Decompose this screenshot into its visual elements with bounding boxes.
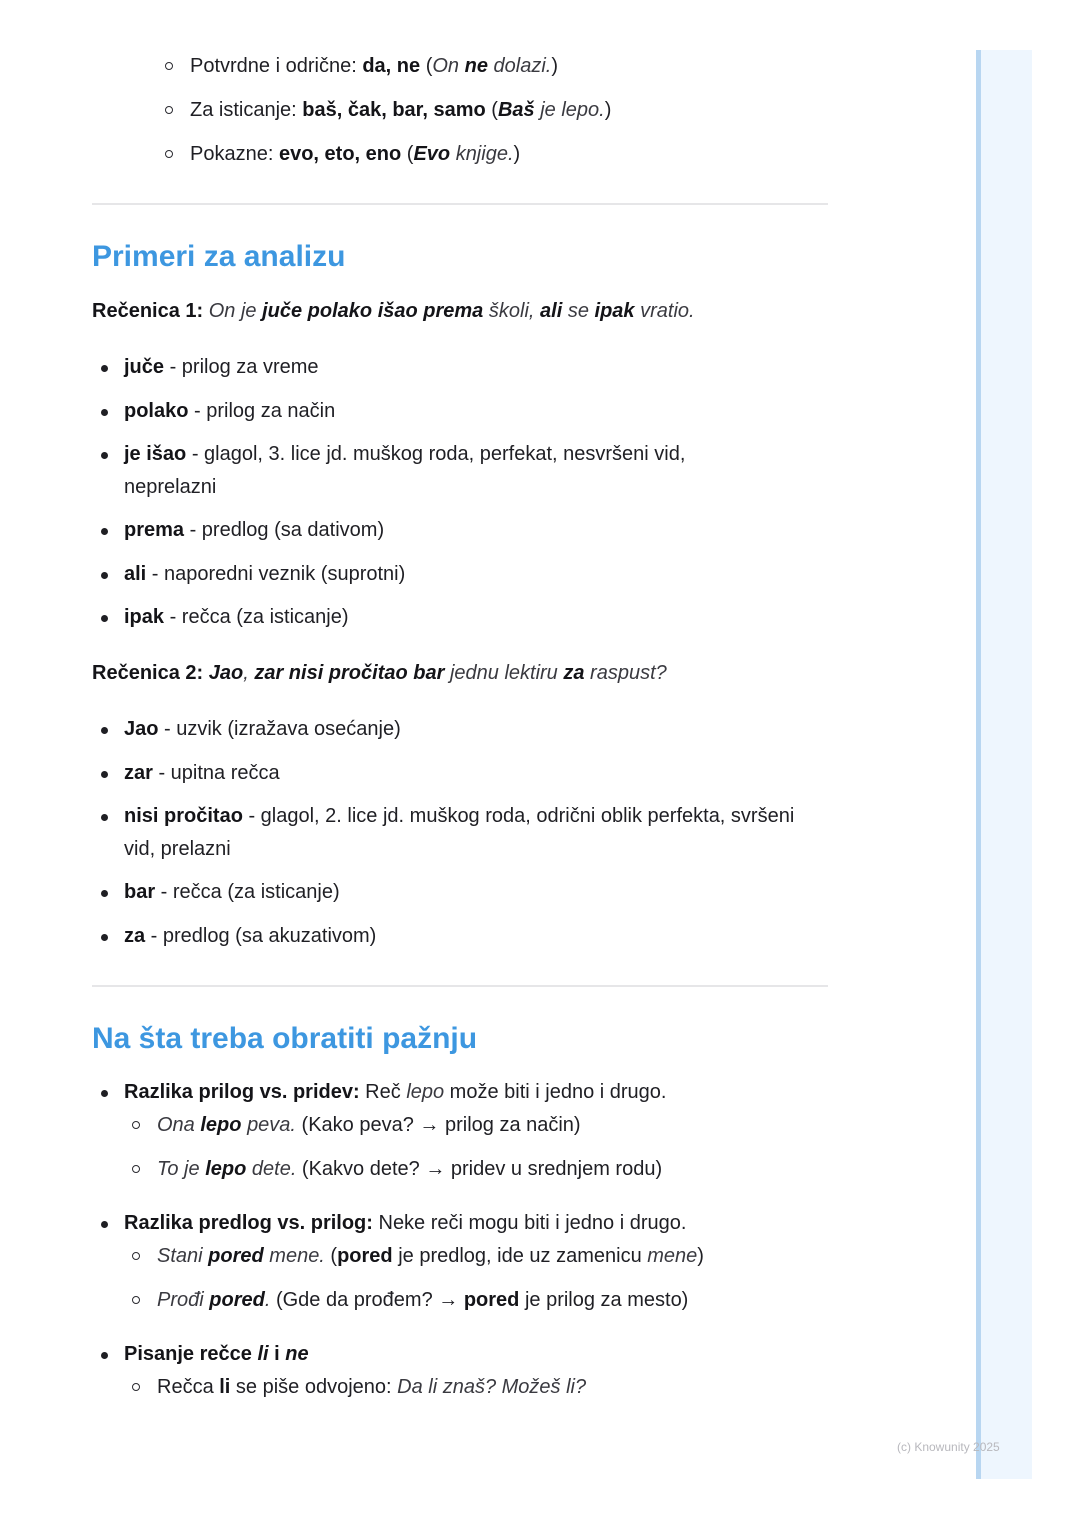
- bullet-icon: [101, 409, 108, 416]
- bullet-icon: [101, 814, 108, 821]
- circle-bullet-icon: [132, 1165, 140, 1173]
- section-heading: Na šta treba obratiti pažnju: [92, 1022, 478, 1055]
- circle-bullet-icon: [165, 150, 173, 158]
- bullet-icon: [101, 1221, 108, 1228]
- circle-bullet-icon: [132, 1121, 140, 1129]
- sentence-1: Rečenica 1: On je juče polako išao prema školi, ali se ipak vratio.: [92, 300, 695, 322]
- bullet-icon: [101, 890, 108, 897]
- circle-bullet-icon: [165, 106, 173, 114]
- bullet-icon: [101, 1352, 108, 1359]
- bullet-icon: [101, 528, 108, 535]
- bullet-icon: [101, 1090, 108, 1097]
- section-heading: Primeri za analizu: [92, 240, 346, 273]
- sentence-2: Rečenica 2: Jao, zar nisi pročitao bar jednu lektiru za raspust?: [92, 662, 667, 684]
- circle-bullet-icon: [132, 1252, 140, 1260]
- bullet-icon: [101, 727, 108, 734]
- divider: [92, 203, 828, 205]
- bullet-icon: [101, 934, 108, 941]
- circle-bullet-icon: [132, 1383, 140, 1391]
- bullet-icon: [101, 615, 108, 622]
- circle-bullet-icon: [132, 1296, 140, 1304]
- divider: [92, 985, 828, 987]
- side-panel: [976, 50, 1032, 1479]
- bullet-icon: [101, 452, 108, 459]
- circle-bullet-icon: [165, 62, 173, 70]
- bullet-icon: [101, 771, 108, 778]
- bullet-icon: [101, 572, 108, 579]
- bullet-icon: [101, 365, 108, 372]
- copyright-footer: (c) Knowunity 2025: [897, 1440, 1000, 1454]
